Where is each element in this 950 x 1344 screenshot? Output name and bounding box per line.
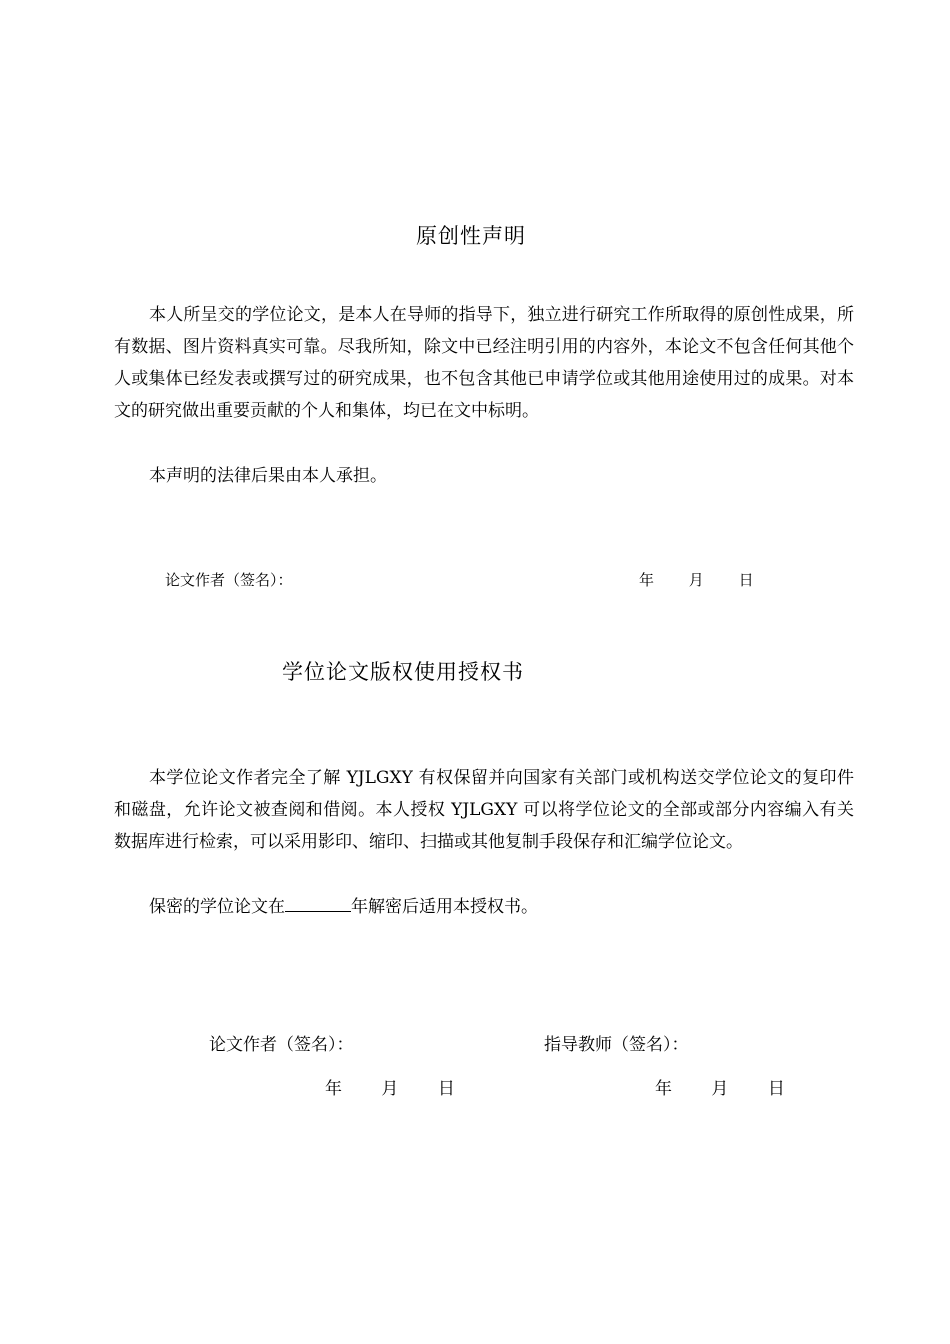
date-day: 日 [437, 1079, 455, 1099]
years-blank [285, 897, 351, 912]
paragraph-2-after: 年解密后适用本授权书。 [351, 897, 538, 917]
declaration-paragraph-2: 本声明的法律后果由本人承担。 [149, 466, 387, 486]
declaration-date [639, 569, 754, 590]
author-date [325, 1074, 455, 1099]
date-year: 年 [639, 571, 655, 589]
advisor-date [655, 1074, 785, 1099]
date-year: 年 [655, 1079, 672, 1099]
date-day: 日 [738, 571, 754, 589]
declaration-title: 原创性声明 [416, 224, 526, 248]
paragraph-2-before: 保密的学位论文在 [149, 897, 285, 917]
authorization-paragraph-2 [149, 891, 538, 923]
author-signature-label: 论文作者（签名）： [209, 1035, 354, 1055]
date-month: 月 [381, 1079, 399, 1099]
declaration-signature-label: 论文作者（签名）： [165, 571, 293, 589]
authorization-title: 学位论文版权使用授权书 [282, 660, 524, 684]
date-year: 年 [325, 1079, 342, 1099]
advisor-signature-label: 指导教师（签名）： [544, 1035, 689, 1055]
declaration-paragraph-1: 本人所呈交的学位论文，是本人在导师的指导下，独立进行研究工作所取得的原创性成果，所有数据、图片资料真实可靠。尽我所知，除文中已经注明引用的内容外，本论文不包含任何其他个人或集体已经发表或撰写过的研究成果，也不包含其他已申请学位或其他用途使用过的成果。对本文的研究做出重要贡献的个人和集体，均已在文中标明。 [114, 305, 854, 421]
date-month: 月 [688, 571, 704, 589]
date-day: 日 [767, 1079, 785, 1099]
date-month: 月 [711, 1079, 729, 1099]
authorization-paragraph-1: 本学位论文作者完全了解 YJLGXY 有权保留并向国家有关部门或机构送交学位论文的复印件和磁盘，允许论文被查阅和借阅。本人授权 YJLGXY 可以将学位论文的全部或部分内容编入有关数据库进行检索，可以采用影印、缩印、扫描或其他复制手段保存和汇编学位论文。 [114, 768, 854, 852]
